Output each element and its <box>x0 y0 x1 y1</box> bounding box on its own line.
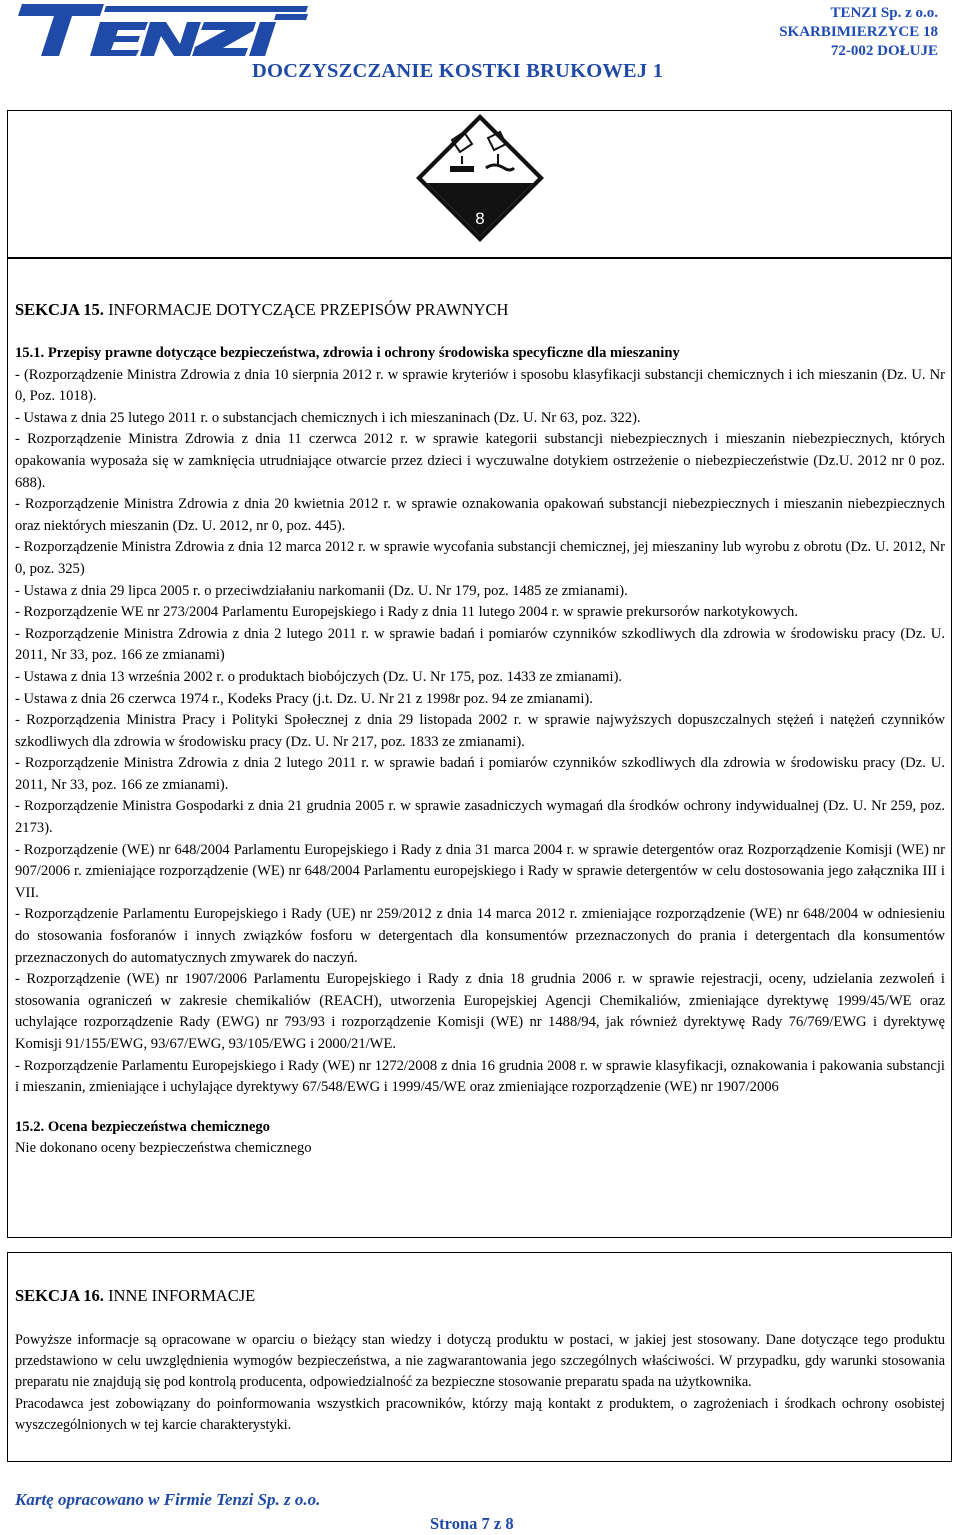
regulation-item: - Ustawa z dnia 13 września 2002 r. o produktach biobójczych (Dz. U. Nr 175, poz. 1433 ze zmianami). <box>15 668 623 685</box>
section-16-title: INNE INFORMACJE <box>108 1286 256 1305</box>
regulation-item: - Ustawa z dnia 29 lipca 2005 r. o przeciwdziałaniu narkomanii (Dz. U. Nr 179, poz. 1485 ze zmianami). <box>15 582 628 599</box>
subsection-15-1-heading: 15.1. Przepisy prawne dotyczące bezpieczeństwa, zdrowia i ochrony środowiska specyficzne dla mieszaniny <box>15 345 680 361</box>
regulation-item: - Rozporządzenie Parlamentu Europejskiego i Rady (WE) nr 1272/2008 z dnia 16 grudnia 2008 r. w sprawie klasyfikacji, oznakowania i pakowania substancji i mieszanin, zmieniające i uchylające dyrektywy 67/548/EWG i 1999/45/WE oraz zmieniające rozporządzenie (WE) nr 1907/2006 <box>15 1057 945 1096</box>
info-paragraph: Pracodawca jest zobowiązany do poinformowania wszystkich pracowników, którzy mają kontakt z produktem, o zagrożeniach i środkach ochrony osobistej wyszczególnionych w tej karcie charakterystyki. <box>15 1395 945 1433</box>
section-15-number: SEKCJA 15. <box>15 300 109 319</box>
page-header <box>0 0 960 100</box>
regulation-item: - Rozporządzenie WE nr 273/2004 Parlamentu Europejskiego i Rady z dnia 11 lutego 2004 r. w sprawie prekursorów narkotykowych. <box>15 604 799 621</box>
company-street: SKARBIMIERZYCE 18 <box>779 24 938 40</box>
footer-prepared-by: Kartę opracowano w Firmie Tenzi Sp. z o.o. <box>15 1490 321 1509</box>
section-16-body <box>15 1330 945 1436</box>
regulation-item: - Ustawa z dnia 26 czerwca 1974 r., Kodeks Pracy (j.t. Dz. U. Nr 21 z 1998r poz. 94 ze zmianami). <box>15 690 593 707</box>
document-title: DOCZYSZCZANIE KOSTKI BRUKOWEJ 1 <box>252 60 664 82</box>
corrosive-hazard-icon <box>412 110 548 246</box>
regulation-item: - (Rozporządzenie Ministra Zdrowia z dnia 10 sierpnia 2012 r. w sprawie kryteriów i sposobu klasyfikacji substancji chemicznych i ich mieszanin (Dz. U. Nr 0, Poz. 1018). <box>15 366 945 405</box>
page-number: Strona 7 z 8 <box>430 1514 514 1533</box>
section-16-number: SEKCJA 16. <box>15 1286 109 1305</box>
company-city: 72-002 DOŁUJE <box>830 43 938 59</box>
section-16-heading <box>15 1286 255 1306</box>
company-name: TENZI Sp. z o.o. <box>830 5 938 21</box>
regulation-item: - Rozporządzenie Ministra Zdrowia z dnia 2 lutego 2011 r. w sprawie badań i pomiarów czynników szkodliwych dla zdrowia w środowisku pracy (Dz. U. 2011, Nr 33, poz. 166 ze zmianami). <box>15 755 945 793</box>
section-15-body <box>15 343 945 1160</box>
regulation-item: - Rozporządzenie Parlamentu Europejskiego i Rady (UE) nr 259/2012 z dnia 14 marca 2012 r. zmieniające rozporządzenie (WE) nr 648/2004 w odniesieniu do stosowania fosforanów i innych związków fosforu w detergentach dla konsumentów przeznaczonych do prania i detergentach dla konsumentów przeznaczonych do automatycznych zmywarek do naczyń. <box>15 906 945 966</box>
tenzi-logo <box>8 0 308 60</box>
regulation-item: - Rozporządzenie Ministra Zdrowia z dnia 12 marca 2012 r. w sprawie wycofania substancji chemicznej, jej mieszaniny lub wyrobu z obrotu (Dz. U. 2012, Nr 0, poz. 325) <box>15 539 945 577</box>
regulation-item: - Rozporządzenie Ministra Gospodarki z dnia 21 grudnia 2005 r. w sprawie zasadniczych wymagań dla środków ochrony indywidualnej (Dz. U. Nr 259, poz. 2173). <box>15 798 945 837</box>
regulation-item: - Rozporządzenie (WE) nr 1907/2006 Parlamentu Europejskiego i Rady z dnia 18 grudnia 2006 r. w sprawie rejestracji, oceny, udzielania zezwoleń i stosowania ograniczeń w zakresie chemikaliów (REACH), utworzenia Europejskiej Agencji Chemikaliów, zmieniające dyrektywę 1999/45/WE oraz uchylające rozporządzenie Rady (EWG) nr 793/93 i rozporządzenie Komisji (WE) nr 1488/94, jak również dyrektywę Rady 76/769/EWG i dyrektywę Komisji 91/155/EWG, 93/67/EWG, 93/105/EWG i 2000/21/WE. <box>15 971 945 1052</box>
regulation-item: - Rozporządzenia Ministra Pracy i Polityki Społecznej z dnia 29 listopada 2002 r. w sprawie najwyższych dopuszczalnych stężeń i natężeń czynników szkodliwych dla zdrowia w środowisku pracy (Dz. U. Nr 217, poz. 1833 ze zmianami). <box>15 712 945 750</box>
subsection-15-2-heading: 15.2. Ocena bezpieczeństwa chemicznego <box>15 1118 270 1135</box>
regulation-item: - Rozporządzenie Ministra Zdrowia z dnia 20 kwietnia 2012 r. w sprawie oznakowania opakowań substancji niebezpiecznych i mieszanin niebezpiecznych oraz niektórych mieszanin (Dz. U. 2012, nr 0, poz. 445). <box>15 496 945 534</box>
regulation-item: - Rozporządzenie Ministra Zdrowia z dnia 11 czerwca 2012 r. w sprawie kategorii substancji niebezpiecznych i mieszanin niebezpiecznych, których opakowania wyposaża się w zamknięcia utrudniające otwarcie przez dzieci i wyczuwalne dotykiem ostrzeżenie o niebezpieczeństwie (Dz.U. 2012 nr 0 poz. 688). <box>15 431 945 491</box>
info-paragraph: Powyższe informacje są opracowane w oparciu o bieżący stan wiedzy i dotyczą produktu w postaci, w jakiej jest stosowany. Dane dotyczące tego produktu przedstawiono w celu uwzględnienia wymogów bezpieczeństwa, a nie zagwarantowania jego szczególnych właściwości. W przypadku, gdy warunki stosowania preparatu nie znajdują się pod kontrolą producenta, odpowiedzialność za bezpieczne stosowanie preparatu spada na użytkownika. <box>15 1332 945 1391</box>
section-15-heading <box>15 300 508 320</box>
regulation-item: - Ustawa z dnia 25 lutego 2011 r. o substancjach chemicznych i ich mieszaninach (Dz. U. Nr 63, poz. 322). <box>15 409 641 426</box>
subsection-15-2-text: Nie dokonano oceny bezpieczeństwa chemicznego <box>15 1140 312 1157</box>
company-address <box>779 4 938 61</box>
pictogram-class-number: 8 <box>475 209 485 228</box>
regulation-item: - Rozporządzenie (WE) nr 648/2004 Parlamentu Europejskiego i Rady z dnia 31 marca 2004 r. w sprawie detergentów oraz Rozporządzenie Komisji (WE) nr 907/2006 r. zmieniające rozporządzenie (WE) nr 648/2004 Parlamentu europejskiego i Rady w sprawie detergentów w celu dostosowania jego załącznika III i VII. <box>15 841 945 901</box>
regulation-item: - Rozporządzenie Ministra Zdrowia z dnia 2 lutego 2011 r. w sprawie badań i pomiarów czynników szkodliwych dla zdrowia w środowisku pracy (Dz. U. 2011, Nr 33, poz. 166 ze zmianami) <box>15 625 945 664</box>
section-15-title: INFORMACJE DOTYCZĄCE PRZEPISÓW PRAWNYCH <box>108 300 509 319</box>
